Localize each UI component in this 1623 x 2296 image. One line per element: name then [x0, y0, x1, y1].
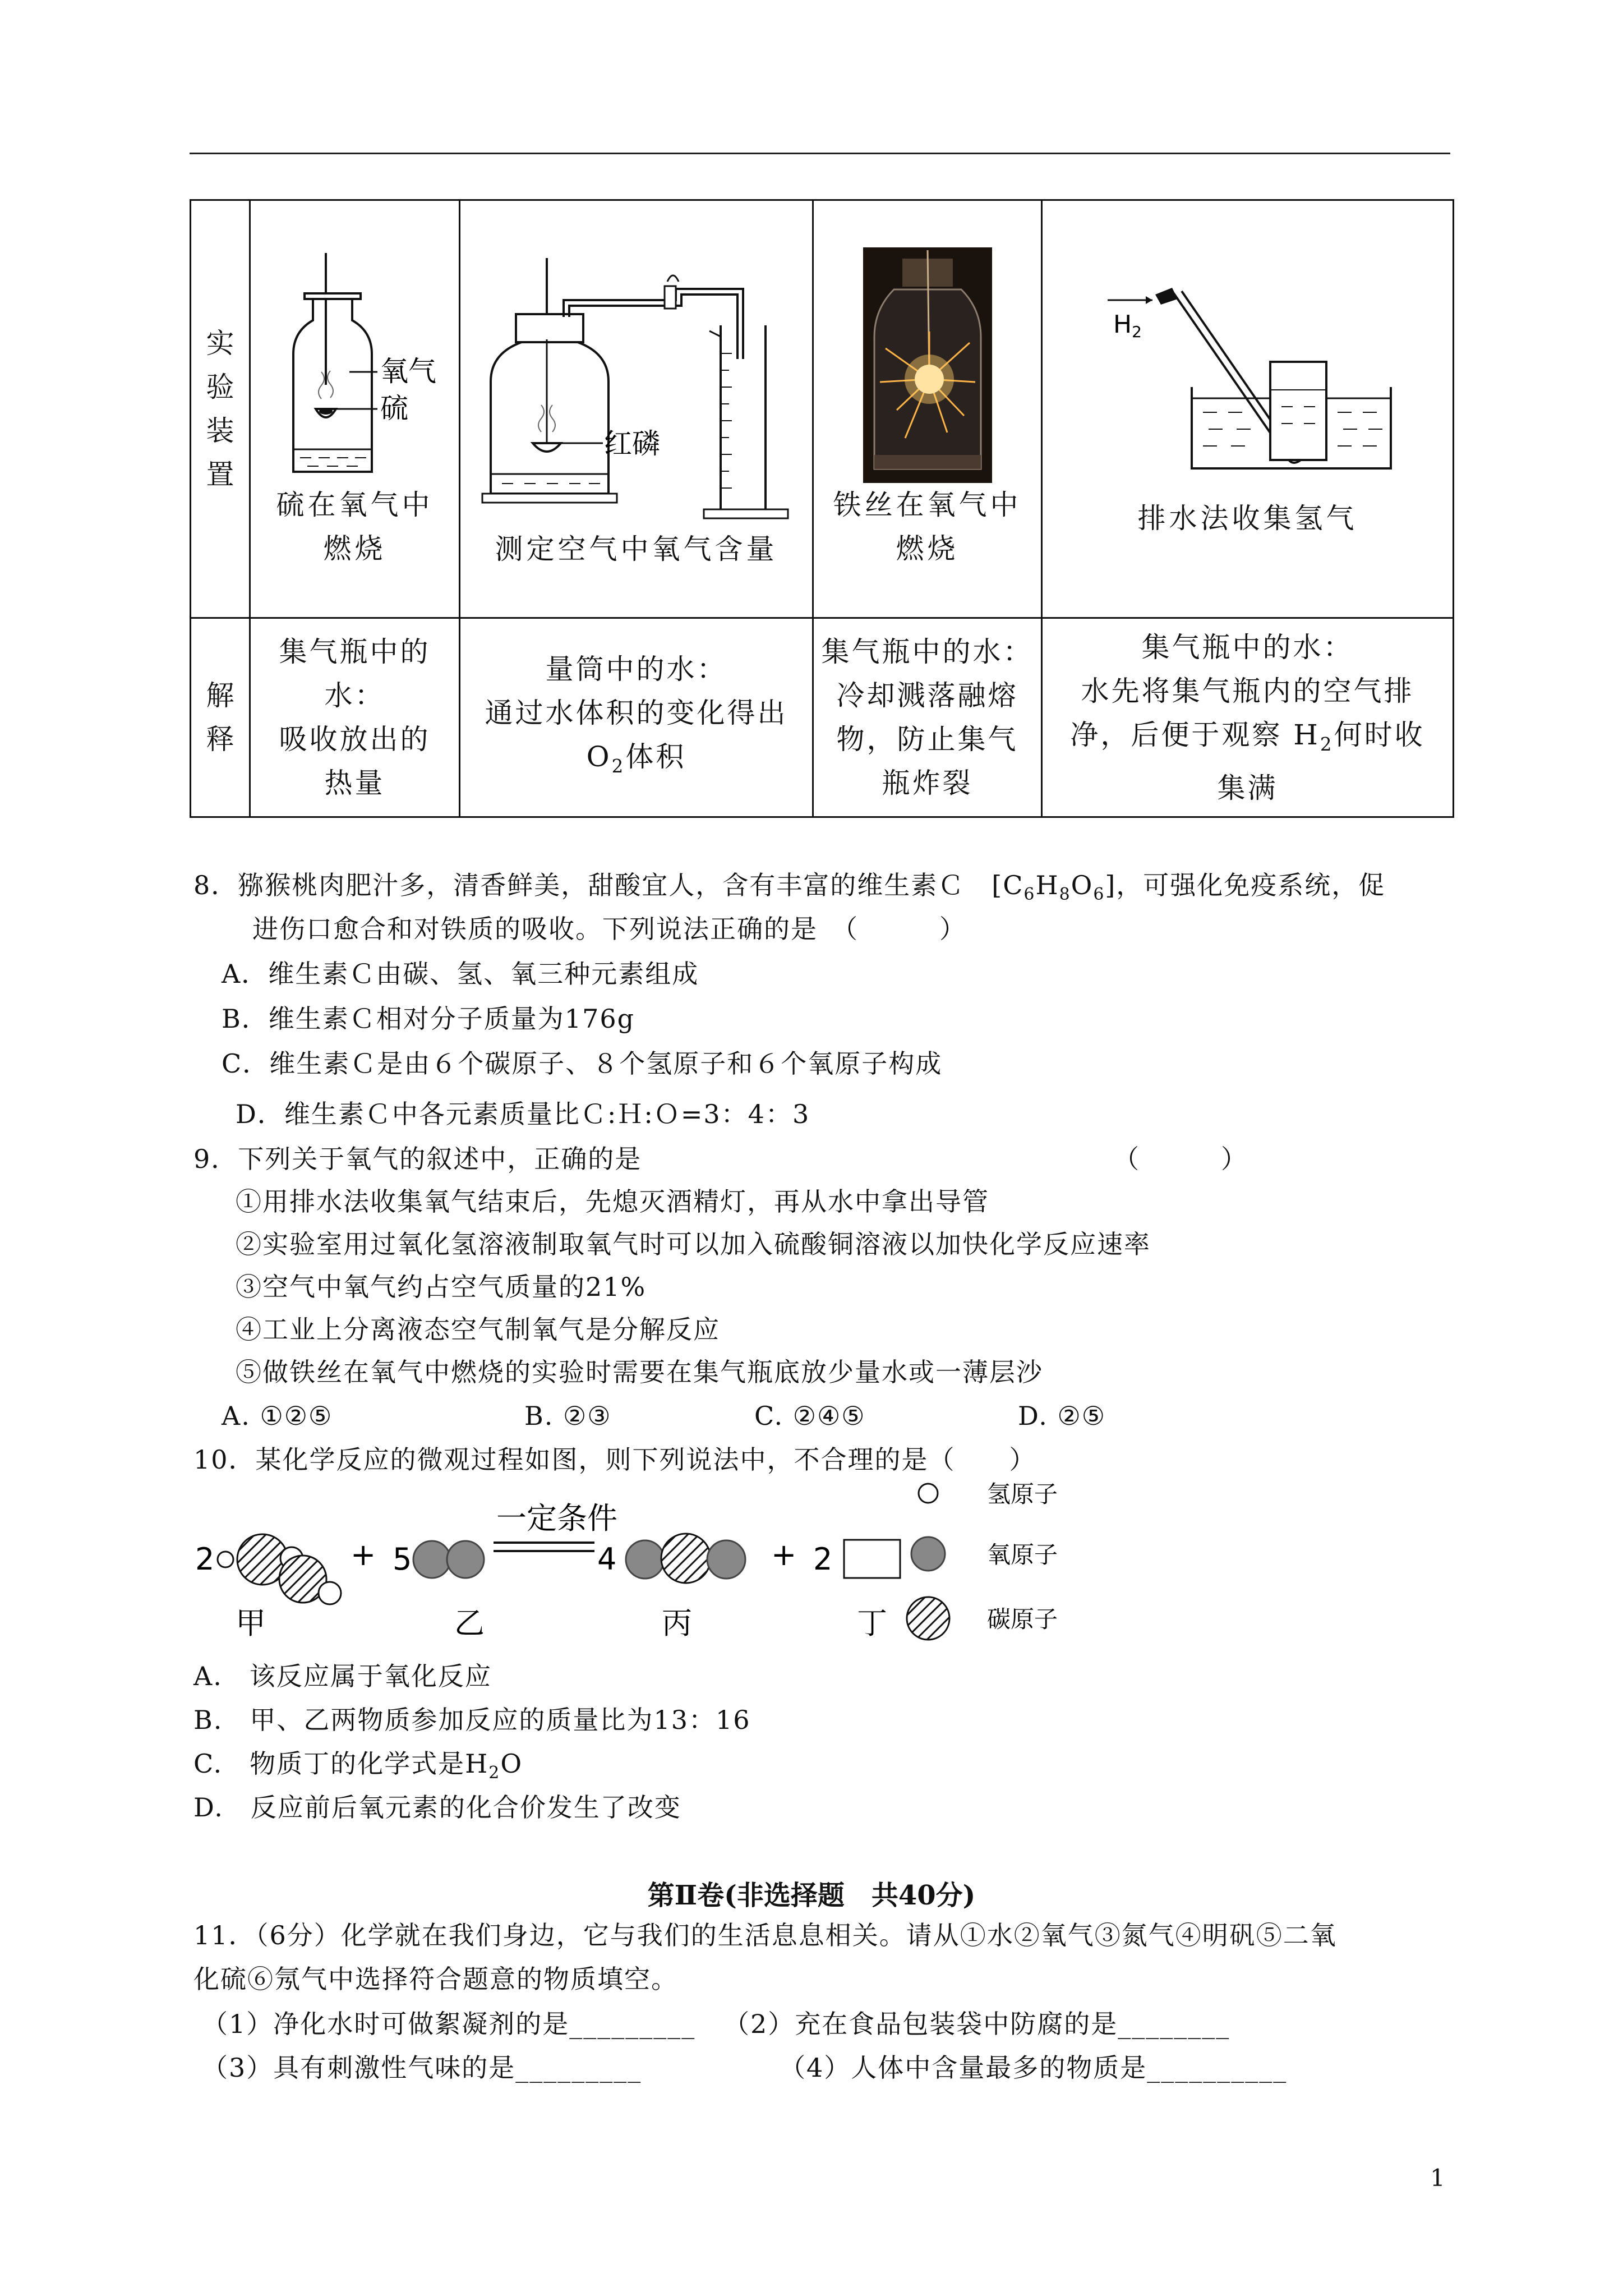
hydrogen-water-collection-figure — [1096, 278, 1399, 480]
q9-option-d: D. ②⑤ — [1018, 1401, 1106, 1431]
q8-stem-line2: 进伤口愈合和对铁质的吸收。下列说法正确的是 （ ） — [252, 914, 966, 944]
h2-label: H — [1113, 310, 1132, 339]
q9-item-2: ②实验室用过氧化氢溶液制取氧气时可以加入硫酸铜溶液以加快化学反应速率 — [236, 1229, 1151, 1259]
caption-sulfur: 硫在氧气中 燃烧 — [276, 489, 434, 565]
q10-option-c: C. 物质丁的化学式是$H_2O$ — [193, 1749, 523, 1783]
reaction-condition: 一定条件 — [496, 1501, 617, 1536]
explanation-air-oxygen: 量筒中的水： 通过水体积的变化得出 $O_2$体积 — [460, 618, 813, 817]
q11-blank-1: （1）净化水时可做絮凝剂的是_________ — [202, 2009, 696, 2039]
section-2-title: 第Ⅱ卷(非选择题 共40分) — [647, 1880, 976, 1911]
q9-option-c: C. ②④⑤ — [754, 1401, 866, 1431]
q10-stem: 10．某化学反应的微观过程如图，则下列说法中，不合理的是（ ） — [193, 1444, 1036, 1475]
sulfur-label: 硫 — [380, 392, 408, 425]
label-jia: 甲 — [236, 1605, 266, 1641]
explanation-sulfur: 集气瓶中的 水： 吸收放出的 热量 — [250, 618, 460, 817]
legend-hydrogen-symbol — [919, 1484, 938, 1503]
q11-blank-2: （2）充在食品包装袋中防腐的是________ — [723, 2009, 1230, 2039]
legend-oxygen: 氧原子 — [987, 1541, 1058, 1568]
caption-iron: 铁丝在氧气中 燃烧 — [833, 489, 1022, 565]
explanation-hydrogen: 集气瓶中的水： 水先将集气瓶内的空气排 净，后便于观察 $H_2$何时收 集满 — [1042, 618, 1454, 817]
q11-stem-line2: 化硫⑥氖气中选择符合题意的物质填空。 — [193, 1964, 678, 1994]
cell-hydrogen-collection — [1042, 200, 1454, 618]
q10-option-a: A. 该反应属于氧化反应 — [193, 1661, 492, 1691]
plus-2: + — [771, 1537, 797, 1572]
red-phosphorus-apparatus-figure — [479, 247, 794, 527]
q10-reaction-diagram — [185, 1481, 1110, 1660]
legend-carbon: 碳原子 — [987, 1605, 1058, 1633]
row-header-apparatus: 实 验 装 置 — [191, 200, 250, 618]
q8-stem-line1: 8．猕猴桃肉肥汁多，清香鲜美，甜酸宜人，含有丰富的维生素Ｃ $[C_6H_8O_6]$，可强化免疫系统，促 — [193, 870, 1386, 905]
q9-option-a: A. ①②⑤ — [222, 1401, 333, 1431]
coef-jia: 2 — [195, 1542, 215, 1577]
q9-item-1: ①用排水法收集氧气结束后，先熄灭酒精灯，再从水中拿出导管 — [236, 1186, 989, 1217]
q11-stem-line1: 11．（6分）化学就在我们身边，它与我们的生活息息相关。请从①水②氧气③氮气④明矾⑤二氧 — [193, 1920, 1337, 1950]
cell-iron-combustion — [813, 200, 1042, 618]
plus-1: + — [351, 1537, 376, 1572]
q9-answer-paren: （ ） — [1113, 1144, 1248, 1174]
page-number: 1 — [1430, 2164, 1445, 2192]
q8-option-b: B．维生素Ｃ相对分子质量为176g — [222, 1004, 635, 1034]
label-ding: 丁 — [857, 1605, 887, 1641]
q8-option-a: A．维生素Ｃ由碳、氢、氧三种元素组成 — [222, 959, 699, 989]
q8-option-d: D．维生素Ｃ中各元素质量比Ｃ:Ｈ:Ｏ=3：4：3 — [236, 1099, 810, 1129]
q11-blank-4: （4）人体中含量最多的物质是__________ — [780, 2053, 1288, 2083]
legend-oxygen-symbol — [911, 1537, 945, 1571]
q10-option-d: D. 反应前后氧元素的化合价发生了改变 — [193, 1792, 681, 1823]
iron-wire-burning-photo — [863, 247, 992, 483]
q8-option-c: C．维生素Ｃ是由６个碳原子、８个氢原子和６个氧原子构成 — [222, 1048, 943, 1079]
unknown-product-box — [844, 1540, 900, 1578]
cell-sulfur-combustion — [250, 200, 460, 618]
explanation-iron: 集气瓶中的水： 冷却溅落融熔 物，防止集气 瓶炸裂 — [813, 618, 1042, 817]
label-bing: 丙 — [662, 1605, 692, 1641]
row-header-explanation: 解 释 — [191, 618, 250, 817]
q9-item-3: ③空气中氧气约占空气质量的21% — [236, 1272, 647, 1302]
q11-blank-3: （3）具有刺激性气味的是_________ — [202, 2053, 642, 2083]
legend-hydrogen: 氢原子 — [987, 1481, 1058, 1508]
sulfur-oxygen-apparatus-figure — [265, 247, 445, 483]
red-phosphorus-label: 红磷 — [603, 427, 660, 460]
caption-hydrogen: 排水法收集氢气 — [1137, 502, 1358, 535]
header-rule — [190, 153, 1450, 154]
cell-air-oxygen-content — [460, 200, 813, 618]
coef-yi: 5 — [393, 1542, 412, 1577]
label-yi: 乙 — [454, 1605, 485, 1641]
q9-option-b: B. ②③ — [524, 1401, 612, 1431]
q9-item-5: ⑤做铁丝在氧气中燃烧的实验时需要在集气瓶底放少量水或一薄层沙 — [236, 1357, 1043, 1387]
svg-text:H2: H2 — [1113, 310, 1142, 341]
caption-air-oxygen: 测定空气中氧气含量 — [495, 533, 778, 565]
experiment-table — [190, 199, 1454, 818]
q10-option-b: B. 甲、乙两物质参加反应的质量比为13：16 — [193, 1705, 751, 1735]
q9-item-4: ④工业上分离液态空气制氧气是分解反应 — [236, 1314, 720, 1345]
coef-bing: 4 — [597, 1542, 617, 1577]
q9-stem: 9．下列关于氧气的叙述中，正确的是 — [193, 1144, 642, 1174]
oxygen-label: 氧气 — [380, 355, 436, 388]
legend-carbon-symbol — [907, 1597, 949, 1640]
coef-ding: 2 — [813, 1542, 833, 1577]
